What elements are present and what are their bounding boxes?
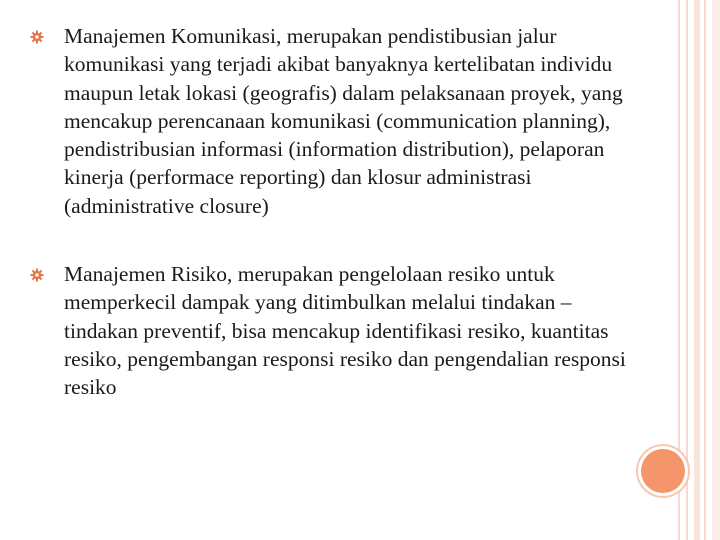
decorative-stripe xyxy=(694,0,700,540)
bullet-list xyxy=(30,22,630,402)
bullet-text: Manajemen Komunikasi, merupakan pendistibusian jalur komunikasi yang terjadi akibat banyaknya kertelibatan individu maupun letak lokasi (geografis) dalam pelaksanaan proyek, yang mencakup perencanaan komunikasi (communication planning), pendistribusian informasi (information distribution), pelaporan kinerja (performace reporting) dan klosur administrasi (administrative closure) xyxy=(64,24,623,218)
decorative-stripe xyxy=(704,0,706,540)
bullet-text: Manajemen Risiko, merupakan pengelolaan resiko untuk memperkecil dampak yang ditimbulkan melalui tindakan – tindakan preventif, bisa mencakup identifikasi resiko, kuantitas resiko, pengembangan responsi resiko dan pengendalian responsi resiko xyxy=(64,262,626,400)
bullet-item-risk xyxy=(30,260,630,401)
gear-bullet-icon xyxy=(30,268,44,282)
decorative-circle xyxy=(641,449,685,493)
gear-bullet-icon xyxy=(30,30,44,44)
bullet-item-communication xyxy=(30,22,630,220)
decorative-stripe xyxy=(712,0,720,540)
decorative-stripe xyxy=(686,0,688,540)
